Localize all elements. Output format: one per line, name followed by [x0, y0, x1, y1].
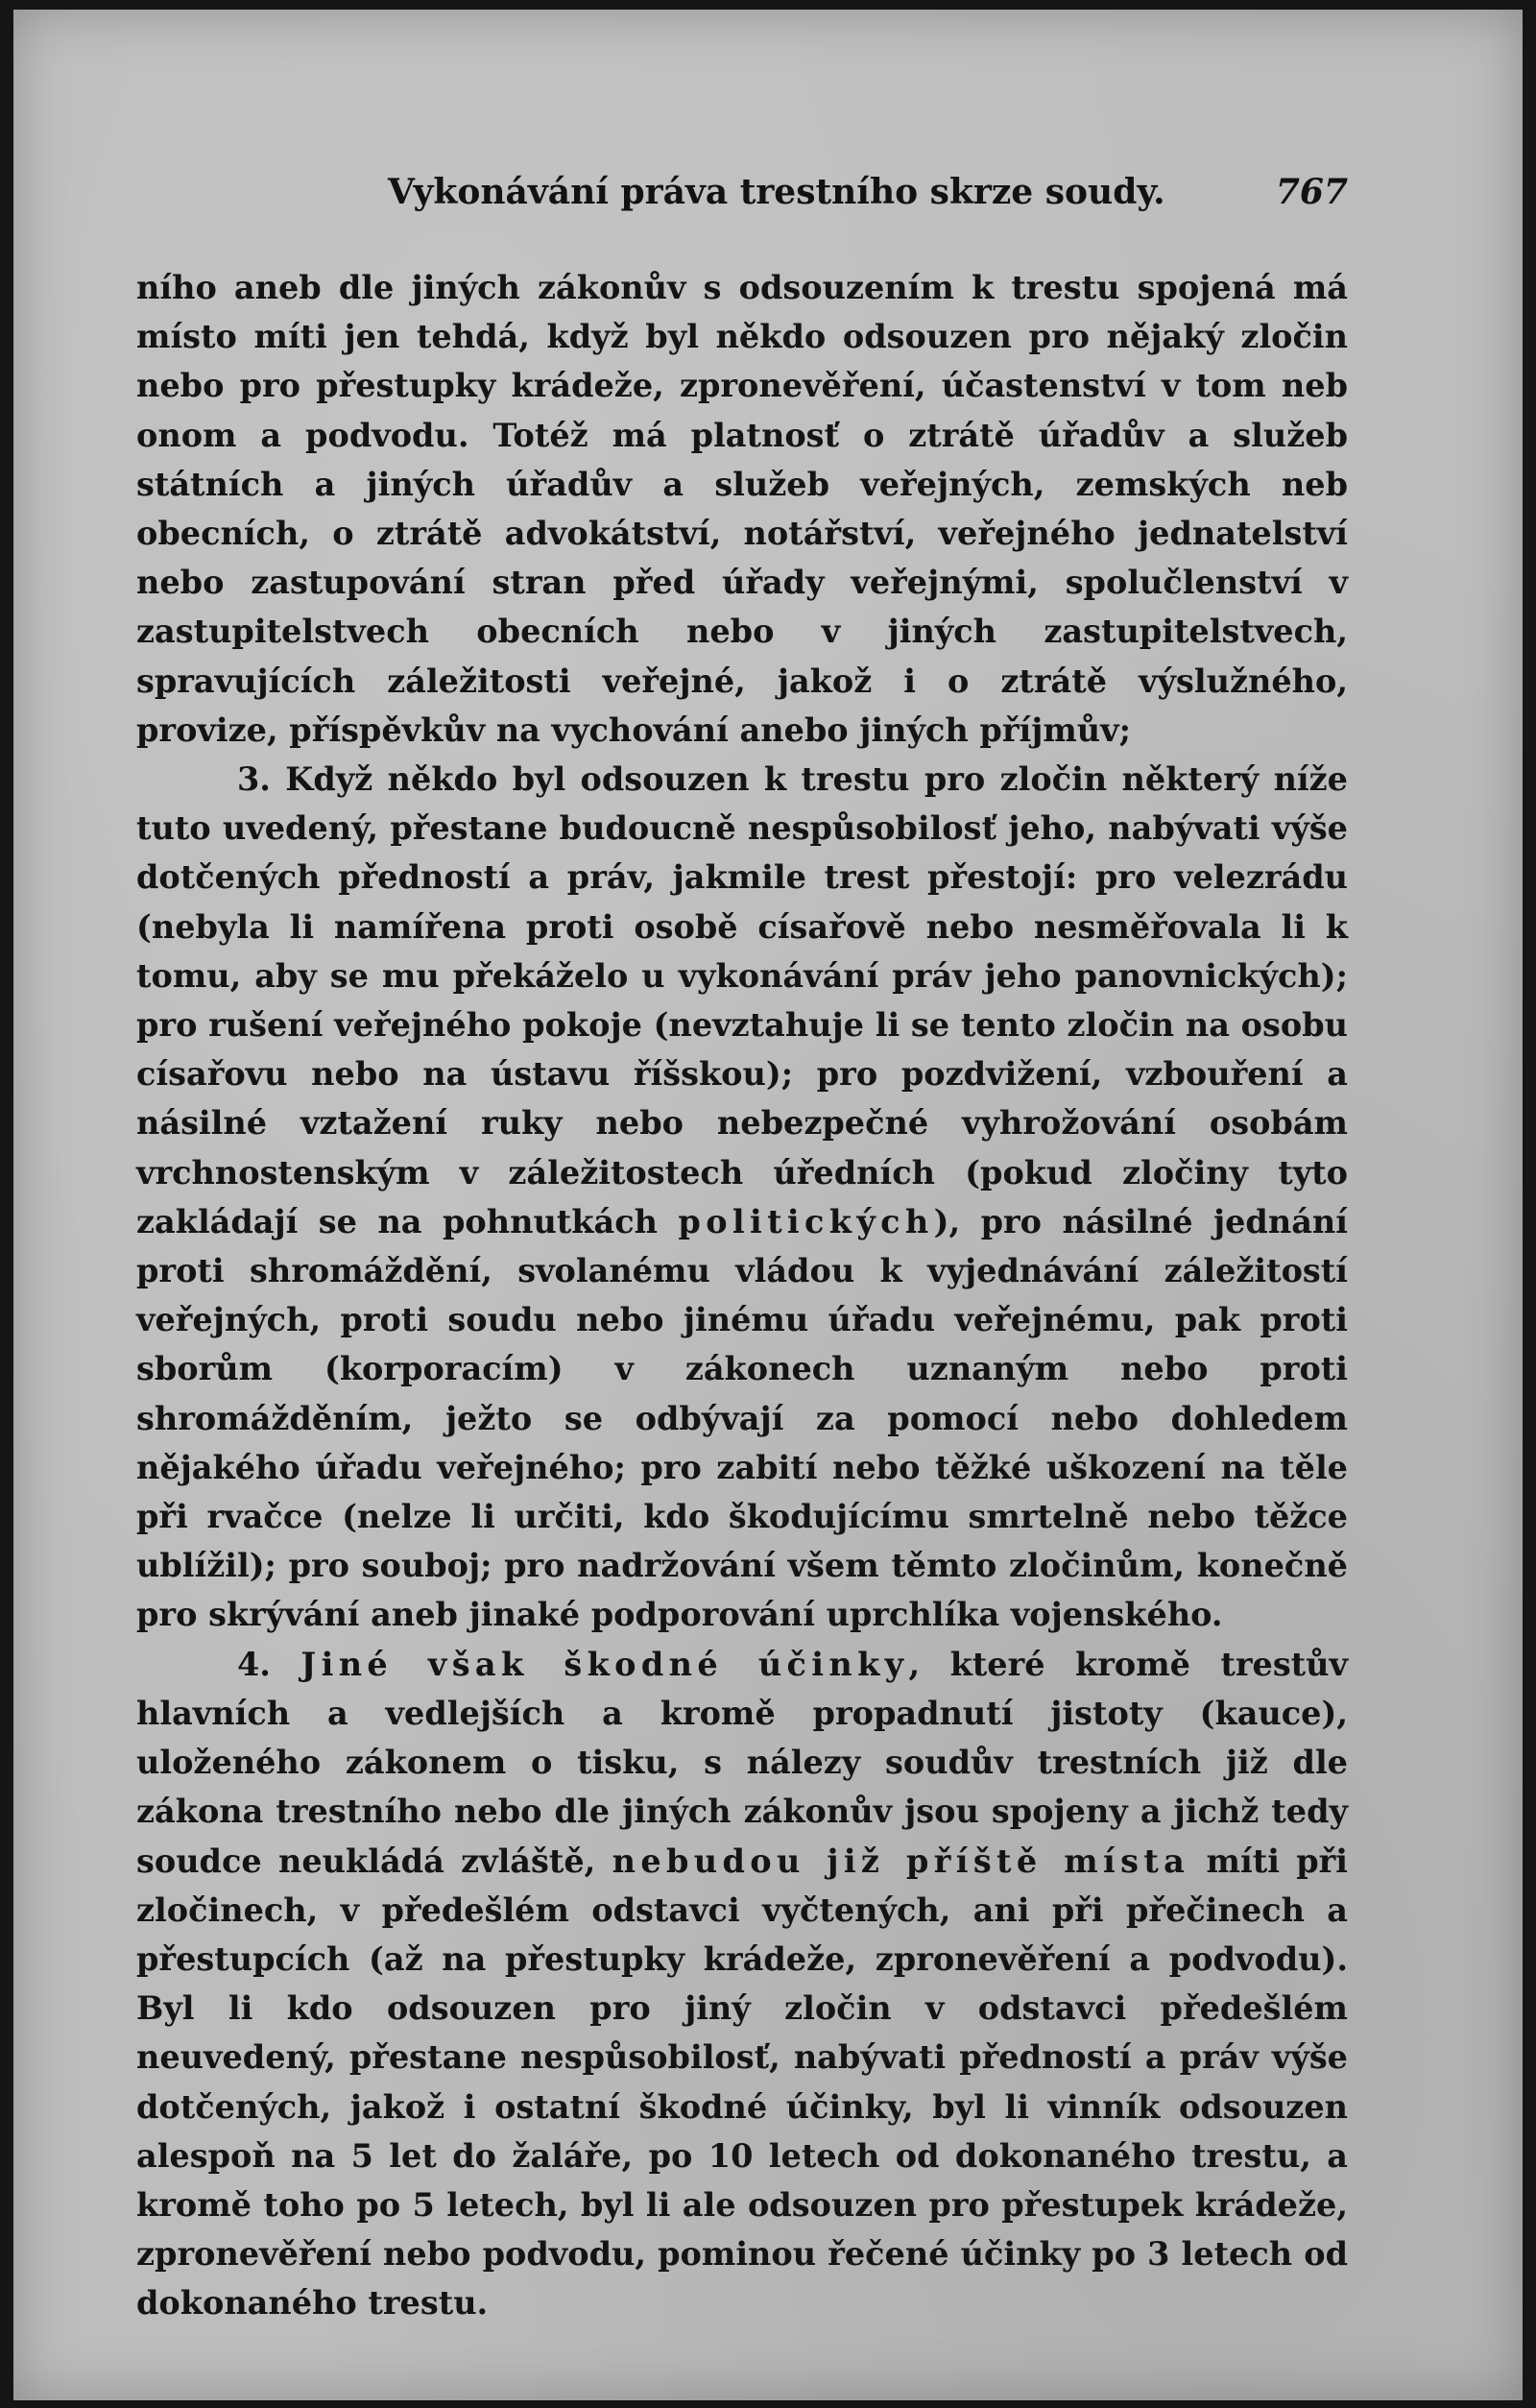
- running-title: Vykonávání práva trestního skrze soudy.: [388, 172, 1165, 212]
- running-header: [388, 168, 1348, 216]
- text-run: 4.: [237, 1645, 301, 1683]
- emphasized-text: nebudou již příště místa: [612, 1842, 1190, 1880]
- text-run: ), pro násilné jednání proti shromáždění, svolanému vládou k vyjednávání záležitostí veřejných, proti soudu nebo jinému úřadu veřejnému, pak proti sborům (korporacím) v zákonech uznaným nebo proti shromážděním, ježto se odbývají za pomocí nebo dohledem nějakého úřadu veřejného; pro zabití nebo těžké uškození na těle při rvačce (nelze li určiti, kdo škodujícímu smrtelně nebo těžce ublížil); pro souboj; pro nadržování všem těmto zločinům, konečně pro skrývání aneb jinaké podporování uprchlíka vojenského.: [136, 1202, 1348, 1634]
- emphasized-text: politických: [678, 1202, 934, 1240]
- paragraph-continuation: [136, 263, 1348, 755]
- book-page: [13, 10, 1523, 2400]
- text-run: , které kromě trestův hlavních a vedlejších a kromě propadnutí jistoty (kauce), uloženého zákonem o tisku, s nálezy soudův trestních již dle zákona trestního nebo dle jiných zákonův jsou spojeny a jichž tedy soudce neukládá zvláště,: [136, 1645, 1348, 1880]
- paragraph-item-4: [136, 1640, 1348, 2328]
- text-run: 3. Když někdo byl odsouzen k trestu pro zločin některý níže tuto uvedený, přestane budoucně nespůsobilosť jeho, nabývati výše dotčených předností a práv, jakmile trest přestojí: pro velezrádu (nebyla li namířena proti osobě císařově nebo nesměřovala li k tomu, aby se mu překáželo u vykonávání práv jeho panovnických); pro rušení veřejného pokoje (nevztahuje li se tento zločin na osobu císařovu nebo na ústavu říšskou); pro pozdvižení, vzbouření a násilné vztažení ruky nebo nebezpečné vyhrožování osobám vrchnostenským v záležitostech úředních (pokud zločiny tyto zakládají se na pohnutkách: [136, 760, 1348, 1240]
- page-number: 767: [1275, 172, 1348, 212]
- text-run: míti při zločinech, v předešlém odstavci vyčtených, ani při přečinech a přestupcích (až na přestupky krádeže, zpronevěření a podvodu). Byl li kdo odsouzen pro jiný zločin v odstavci předešlém neuvedený, přestane nespůsobilosť, nabývati předností a práv výše dotčených, jakož i ostatní škodné účinky, byl li vinník odsouzen alespoň na 5 let do žaláře, po 10 letech od dokonaného trestu, a kromě toho po 5 letech, byl li ale odsouzen pro přestupek krádeže, zpronevěření nebo podvodu, pominou řečené účinky po 3 letech od dokonaného trestu.: [136, 1842, 1349, 2323]
- text-run: ního aneb dle jiných zákonův s odsouzením k trestu spojená má místo míti jen tehdá, když byl někdo odsouzen pro nějaký zločin nebo pro přestupky krádeže, zpronevěření, účastenství v tom neb onom a podvodu. Totéž má platnosť o ztrátě úřadův a služeb státních a jiných úřadův a služeb veřejných, zemských neb obecních, o ztrátě advokátství, notářství, veřejného jednatelství nebo zastupování stran před úřady veřejnými, spolučlenství v zastupitelstvech obecních nebo v jiných zastupitelstvech, spravujících záležitosti veřejné, jakož i o ztrátě výslužného, provize, příspěvkův na vychování anebo jiných příjmův;: [136, 269, 1348, 749]
- paragraph-item-3: [136, 755, 1348, 1640]
- body-text: [136, 263, 1348, 2328]
- emphasized-text: Jiné však škodné účinky: [300, 1645, 909, 1683]
